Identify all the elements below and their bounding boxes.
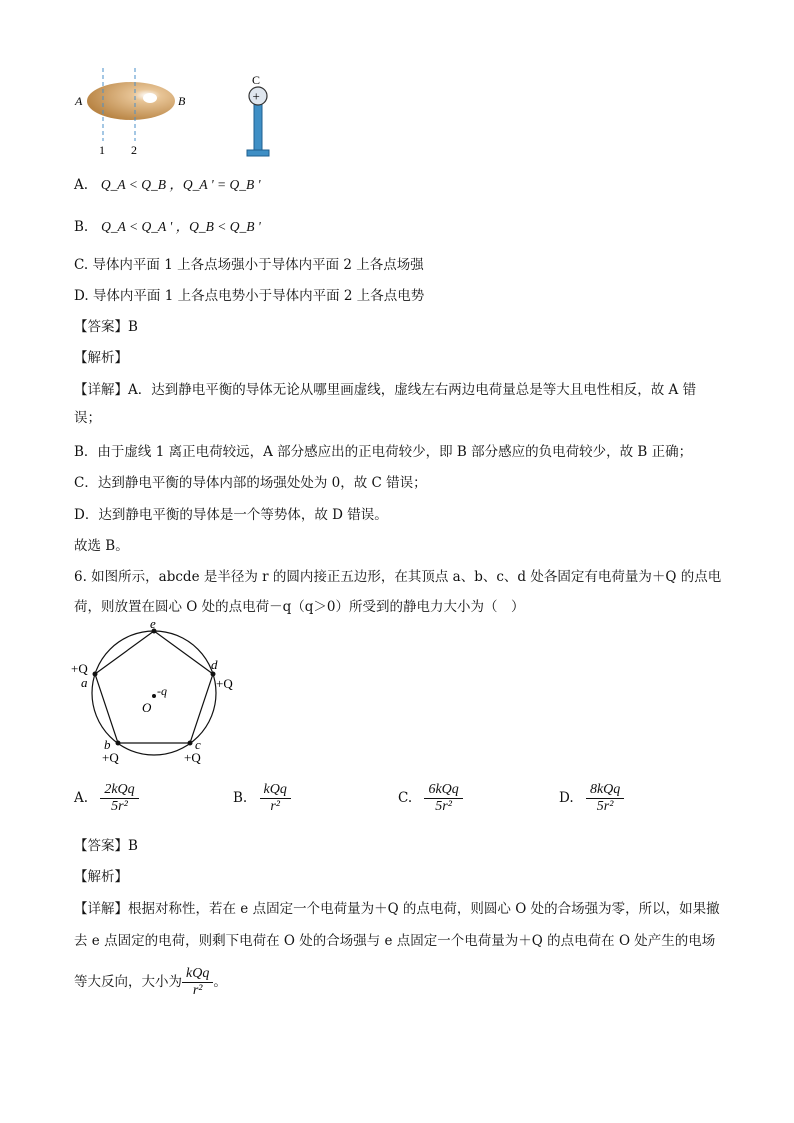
charge-c: +Q [184, 750, 201, 765]
label-d: d [211, 657, 218, 672]
q5-detail-line-5: D．达到静电平衡的导体是一个等势体，故 D 错误。 [74, 507, 388, 523]
label-B: B [178, 94, 186, 108]
label-A: A [75, 94, 83, 108]
conductor-figure [70, 68, 290, 163]
charge-d: +Q [216, 676, 233, 691]
q5-option-a-math: Q_A < Q_B ，Q_A ' = Q_B ' [100, 177, 261, 192]
q5-option-b: B. Q_A < Q_A ' ，Q_B < Q_B ' [74, 219, 261, 235]
center-point [152, 694, 156, 698]
q5-option-c: C. 导体内平面 1 上各点场强小于导体内平面 2 上各点场强 [74, 257, 424, 273]
q6-option-b-fraction: $\frac{\text{kQq}}{\text{r²}}$ [260, 782, 291, 815]
pentagon [95, 631, 213, 743]
q6-detail-line-3: 等大反向，大小为 $\frac{\text{kQq}}{\text{r²}}$ 。 [74, 966, 227, 998]
q6-stem-line-2: 荷，则放置在圆心 O 处的点电荷－q（q＞0）所受到的静电力大小为（ ） [74, 599, 525, 615]
q6-detail-line-1: 【详解】根据对称性，若在 e 点固定一个电荷量为＋Q 的点电荷，则圆心 O 处的合场强为零，所以，如果撤 [74, 901, 720, 917]
q5-option-b-math: Q_A < Q_A ' ，Q_B < Q_B ' [101, 219, 261, 234]
plus-sign: + [252, 88, 260, 104]
q5-answer: 【答案】B [74, 319, 138, 335]
pentagon-figure [66, 616, 246, 774]
q5-conclusion: 故选 B。 [74, 538, 129, 554]
q5-detail-line-4: C．达到静电平衡的导体内部的场强处处为 0，故 C 错误； [74, 475, 427, 491]
label-minus-q: -q [157, 684, 167, 698]
label-O: O [142, 700, 152, 715]
charge-b: +Q [102, 750, 119, 765]
q6-option-c: C. $\frac{\text{6kQq}}{\text{5r²}}$ [398, 782, 463, 815]
label-C: C [252, 73, 261, 87]
q5-detail-line-3: B．由于虚线 1 离正电荷较远，A 部分感应出的正电荷较少，即 B 部分感应的负电荷较少，故 B 正确； [74, 444, 693, 460]
label-1: 1 [99, 143, 105, 157]
q6-detail-fraction: $\frac{\text{kQq}}{\text{r²}}$ [182, 966, 213, 999]
q6-option-d-fraction: $\frac{\text{8kQq}}{\text{5r²}}$ [586, 782, 624, 815]
stand-pole [254, 104, 262, 151]
q6-option-b: B. $\frac{\text{kQq}}{\text{r²}}$ [233, 782, 291, 815]
vertex-d [211, 672, 216, 677]
q6-detail-line-2: 去 e 点固定的电荷，则剩下电荷在 O 处的合场强与 e 点固定一个电荷量为＋Q 的点电荷在 O 处产生的电场 [74, 933, 716, 949]
q6-answer: 【答案】B [74, 838, 138, 854]
label-2: 2 [131, 143, 137, 157]
q6-analysis-heading: 【解析】 [74, 869, 128, 885]
vertex-c [188, 741, 193, 746]
q5-detail-line-1: 【详解】A．达到静电平衡的导体无论从哪里画虚线，虚线左右两边电荷量总是等大且电性相反，故 A 错 [74, 382, 697, 398]
label-a: a [81, 675, 88, 690]
stand-base [247, 150, 269, 156]
q6-option-c-fraction: $\frac{\text{6kQq}}{\text{5r²}}$ [424, 782, 462, 815]
q6-stem-line-1: 6. 如图所示，abcde 是半径为 r 的圆内接正五边形，在其顶点 a、b、c、d 处各固定有电荷量为＋Q 的点电 [74, 569, 722, 585]
q6-option-a-fraction: $\frac{\text{2kQq}}{\text{5r²}}$ [100, 782, 138, 815]
q5-analysis-heading: 【解析】 [74, 350, 128, 366]
q6-option-d: D. $\frac{\text{8kQq}}{\text{5r²}}$ [559, 782, 624, 815]
label-c: c [195, 737, 201, 752]
q5-option-d: D. 导体内平面 1 上各点电势小于导体内平面 2 上各点电势 [74, 288, 425, 304]
charge-a: +Q [71, 661, 88, 676]
vertex-b [116, 741, 121, 746]
label-b: b [104, 737, 111, 752]
conductor-highlight [143, 93, 157, 103]
label-e: e [150, 616, 156, 631]
q6-option-a: A. $\frac{\text{2kQq}}{\text{5r²}}$ [74, 782, 139, 815]
conductor-body [87, 82, 175, 120]
q5-option-a: A. Q_A < Q_B ，Q_A ' = Q_B ' [74, 177, 261, 193]
q5-detail-line-2: 误； [74, 410, 101, 426]
vertex-a [93, 672, 98, 677]
